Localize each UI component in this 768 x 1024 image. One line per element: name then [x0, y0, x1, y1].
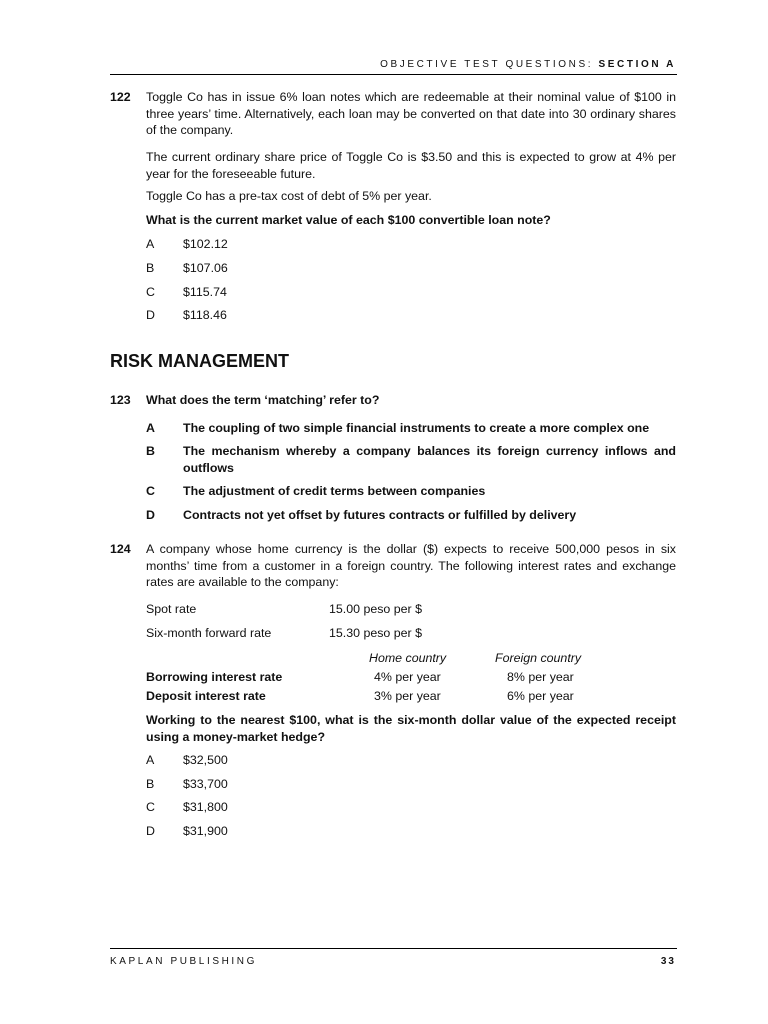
- deposit-rate-label: Deposit interest rate: [146, 689, 266, 703]
- q122-option-d-text: $118.46: [183, 308, 227, 322]
- question-number-123: 123: [110, 393, 131, 407]
- q124-option-a-text: $32,500: [183, 753, 228, 767]
- q122-option-a-text: $102.12: [183, 237, 228, 251]
- q123-option-b-letter: B: [146, 444, 155, 458]
- q123-option-c-letter: C: [146, 484, 155, 498]
- header-text: OBJECTIVE TEST QUESTIONS:: [380, 59, 594, 70]
- q122-option-b-text: $107.06: [183, 261, 228, 275]
- borrowing-rate-home: 4% per year: [374, 670, 441, 684]
- q122-paragraph-3: Toggle Co has a pre-tax cost of debt of 5% per year.: [146, 189, 432, 203]
- q122-question: What is the current market value of each $100 convertible loan note?: [146, 213, 551, 227]
- q124-option-b-letter: B: [146, 777, 155, 791]
- q122-option-b-letter: B: [146, 261, 155, 275]
- header-section: SECTION A: [598, 59, 676, 70]
- q124-option-c-letter: C: [146, 800, 155, 814]
- q124-question: Working to the nearest $100, what is the six-month dollar value of the expected receipt using a money-market hedge?: [146, 713, 676, 744]
- footer-rule: [110, 948, 677, 949]
- table-header-home: Home country: [369, 651, 447, 665]
- table-header-foreign: Foreign country: [495, 651, 582, 665]
- q122-option-d-letter: D: [146, 308, 155, 322]
- q122-option-a-letter: A: [146, 237, 155, 251]
- footer-publisher: KAPLAN PUBLISHING: [110, 956, 258, 967]
- q122-option-c-text: $115.74: [183, 285, 227, 299]
- deposit-rate-home: 3% per year: [374, 689, 441, 703]
- q122-paragraph-2: The current ordinary share price of Toggle Co is $3.50 and this is expected to grow at 4% per year for the foreseeable future.: [146, 150, 676, 181]
- page-number: 33: [660, 956, 676, 967]
- header-rule: [110, 74, 677, 75]
- q123-option-a-text: The coupling of two simple financial instruments to create a more complex one: [183, 421, 650, 435]
- deposit-rate-foreign: 6% per year: [507, 689, 574, 703]
- borrowing-rate-label: Borrowing interest rate: [146, 670, 283, 684]
- forward-rate-label: Six-month forward rate: [146, 626, 272, 640]
- q124-option-d-text: $31,900: [183, 824, 228, 838]
- q123-option-b-text: The mechanism whereby a company balances its foreign currency inflows and outflows: [183, 444, 676, 475]
- question-number-122: 122: [110, 90, 131, 104]
- q124-option-a-letter: A: [146, 753, 155, 767]
- q123-option-d-letter: D: [146, 508, 155, 522]
- running-header: [380, 57, 676, 74]
- forward-rate-value: 15.30 peso per $: [329, 626, 423, 640]
- q123-option-a-letter: A: [146, 421, 155, 435]
- spot-rate-label: Spot rate: [146, 602, 197, 616]
- question-number-124: 124: [110, 542, 131, 556]
- q124-option-c-text: $31,800: [183, 800, 228, 814]
- q122-option-c-letter: C: [146, 285, 155, 299]
- q124-option-d-letter: D: [146, 824, 155, 838]
- q122-paragraph-1: Toggle Co has in issue 6% loan notes which are redeemable at their nominal value of $100 in three years’ time. Alternatively, each loan may be converted on that date into 30 ordinary shares of the company.: [146, 90, 676, 137]
- q123-option-d-text: Contracts not yet offset by futures contracts or fulfilled by delivery: [183, 508, 577, 522]
- q123-option-c-text: The adjustment of credit terms between companies: [183, 484, 486, 498]
- q124-option-b-text: $33,700: [183, 777, 228, 791]
- q123-question: What does the term ‘matching’ refer to?: [146, 393, 380, 407]
- borrowing-rate-foreign: 8% per year: [507, 670, 574, 684]
- q124-intro: A company whose home currency is the dollar ($) expects to receive 500,000 pesos in six months’ time from a customer in a foreign country. The following interest rates and exchange rates are available to the company:: [146, 542, 676, 589]
- spot-rate-value: 15.00 peso per $: [329, 602, 423, 616]
- section-title: RISK MANAGEMENT: [110, 351, 289, 371]
